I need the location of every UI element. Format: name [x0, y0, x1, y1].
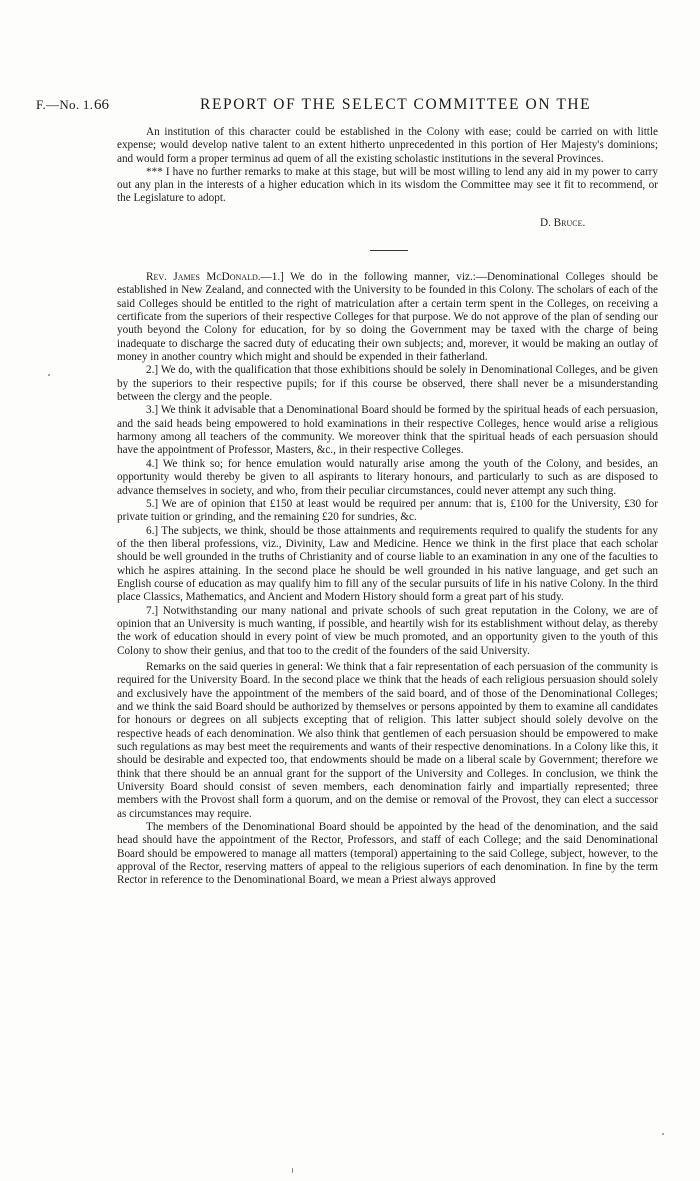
answer-4: 4.] We think so; for hence emulation would naturally arise among the youth of the Colony, and besides, an opportunity would thereby be given to all aspirants to literary honours, and particularly to such as are disposed to advance themselves in society, and who, from their peculiar circumstances, could never attempt any such thing.: [117, 457, 658, 497]
answer-1-text: —1.] We do in the following manner, viz.:—Denominational Colleges should be established in New Zealand, and connected with the University to be founded in this Colony. The scholars of each of the said Colleges should be entitled to the right of matriculation after a certain term spent in the Colleges, on receiving a certificate from the superiors of their respective Colleges for that purpose. We do not approve of the plan of sending our youth beyond the Colony for education, for by so doing the Government may be taxed with the charge of being inadequate to discharge the sacred duty of educating their own subjects; and, morever, it would be making an outlay of money in another country which might and should be expended in their fatherland.: [117, 271, 658, 364]
scan-speck: [662, 1133, 664, 1135]
intro-section: [117, 126, 658, 206]
general-remarks: Remarks on the said queries in general: We think that a fair representation of each persuasion of the community is required for the University Board. In the second place we think that the heads of each religious persuasion should solely and exclusively have the appointment of the members of the said board, and of those of the Denominational Colleges; and we think the said Board should be authorized by themselves or persons appointed by them to examine all candidates for honours or degrees on all subjects excepting that of religion. This latter subject should solely devolve on the respective heads of each denomination. We also think that gentlemen of each persuasion should be empowered to make such regulations as may best meet the requirements and wants of their respective denominations. In a Colony like this, it should be desirable and expected too, that endowments should be made on a liberal scale by Government; therefore we think that there should be an annual grant for the support of the University and Colleges. In conclusion, we think the University Board should consist of seven members, each denomination fairly and impartially represented; three members with the Provost shall form a quorum, and on the demise or removal of the Provost, they can elect a successor as circumstances may require.: [117, 660, 658, 820]
board-paragraph: The members of the Denominational Board should be appointed by the head of the denomination, and the said head should have the appointment of the Rector, Professors, and staff of each College; and the said Denominational Board should be empowered to manage all matters (temporal) appertaining to the said College, subject, however, to the approval of the Rector, reserving matters of appeal to the religious superiors of each denomination. In fine by the term Rector in reference to the Denominational Board, we mean a Priest always approved: [117, 821, 658, 887]
intro-paragraph: An institution of this character could be established in the Colony with ease; could be carried on with little expense; would develop native talent to an extent hitherto unprecedented in this portion of Her Majesty's dominions; and would form a proper terminus ad quem of all the existing scholastic institutions in the several Provinces.: [117, 126, 658, 165]
answer-3: 3.] We think it advisable that a Denominational Board should be formed by the spiritual heads of each persuasion, and the said heads being empowered to hold examinations in their respective Colleges, hence would arise a religious harmony among all teachers of the community. We moreover think that the spiritual heads of each persuasion should have the appointment of Professor, Masters, &c., in their respective Colleges.: [117, 404, 658, 457]
mcdonald-section: [117, 271, 658, 888]
page-header: [0, 97, 700, 113]
answer-1: [117, 271, 658, 364]
signature: D. Bruce.: [540, 217, 586, 229]
answer-6: 6.] The subjects, we think, should be those attainments and requirements required to qualify the students for any of the then liberal professions, viz., Divinity, Law and Medicine. Hence we think in the first place that each scholar should be well grounded in the truths of Christianity and of course liable to an examination in any one of the faculties to which he aspires attaining. In the second place he should be well grounded in his native language, and get such an English course of education as may qualify him to fill any of the secular pursuits of life in his native Colony. In the third place Classics, Mathematics, and Ancient and Modern History should form a great part of his study.: [117, 524, 658, 604]
witness-name: Rev. James McDonald.: [146, 271, 261, 283]
page-number: 66: [94, 97, 109, 113]
running-title: REPORT OF THE SELECT COMMITTEE ON THE: [200, 96, 592, 113]
answer-2: 2.] We do, with the qualification that those exhibitions should be solely in Denominational Colleges, and be given by the superiors to their respective pupils; for if this course be observed, there shall never be a misunderstanding between the clergy and the people.: [117, 364, 658, 404]
answer-7: 7.] Notwithstanding our many national and private schools of such great reputation in the Colony, we are of opinion that an University is much wanting, if possible, and heartily wish for its establishment without delay, as thereby the work of education should in every point of view be much promoted, and an opportunity given to the youth of this Colony to show their genius, and that too to the credit of the founders of the said University.: [117, 604, 658, 657]
document-reference: F.—No. 1.: [36, 97, 94, 112]
section-divider: [370, 250, 408, 251]
scan-speck: [48, 374, 50, 376]
intro-paragraph-remarks: *** I have no further remarks to make at this stage, but will be most willing to lend any aid in my power to carry out any plan in the interests of a higher education which in its wisdom the Committee may see it fit to recommend, or the Legislature to adopt.: [117, 165, 658, 205]
answer-5: 5.] We are of opinion that £150 at least would be required per annum: that is, £100 for the University, £30 for private tuition or grinding, and the remaining £20 for sundries, &c.: [117, 497, 658, 524]
scan-speck: [292, 1168, 293, 1173]
